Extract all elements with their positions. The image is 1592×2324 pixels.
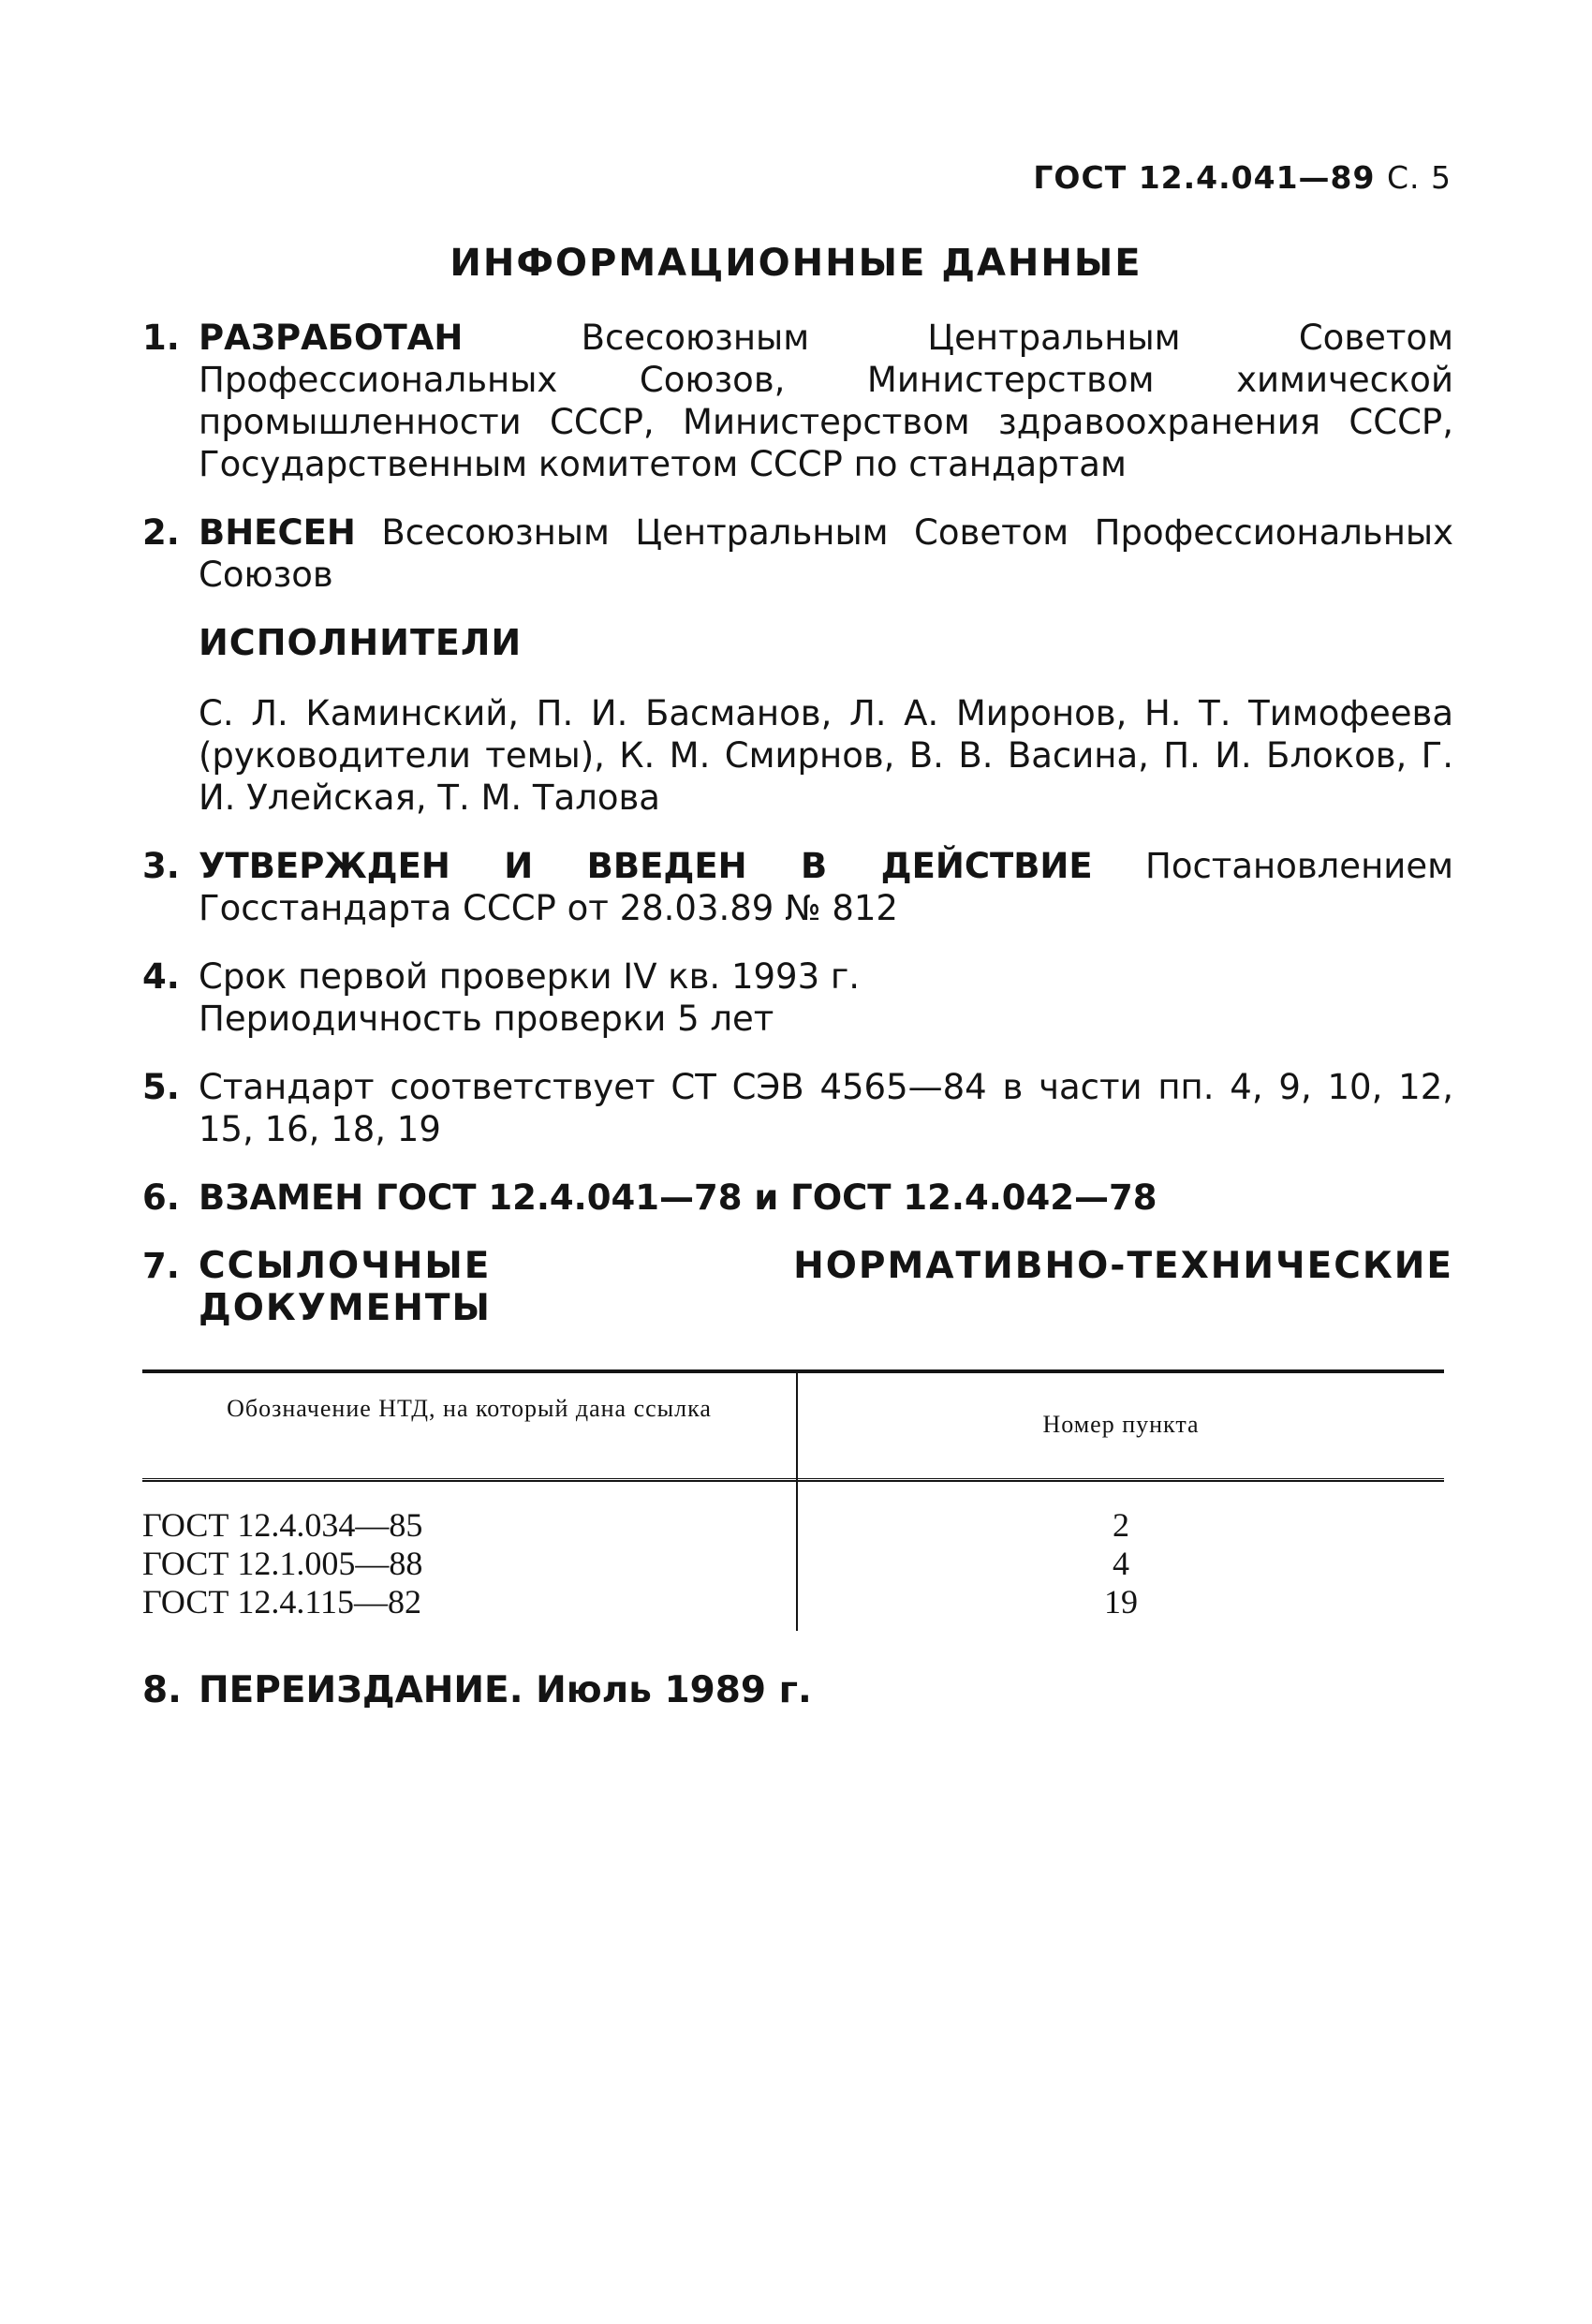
standard-number: ГОСТ 12.4.041—89 xyxy=(1033,159,1376,196)
table-cell-clause: 2 xyxy=(1113,1506,1129,1544)
executors-list: С. Л. Каминский, П. И. Басманов, Л. А. Миронов, Н. Т. Тимофеева (руководители темы), К. М. Смирнов, В. В. Васина, П. И. Блоков, Г. И. Улейская, Т. М. Талова xyxy=(199,693,1453,818)
info-item-4 xyxy=(142,955,1453,1040)
info-item-8 xyxy=(142,1669,812,1711)
info-item-1 xyxy=(142,317,1453,485)
item-number: 6. xyxy=(142,1177,180,1218)
item-text: ССЫЛОЧНЫЕ НОРМАТИВНО-ТЕХНИЧЕСКИЕ ДОКУМЕНТЫ xyxy=(199,1245,1453,1329)
item-number: 5. xyxy=(142,1067,180,1107)
item-line: Срок первой проверки IV кв. 1993 г. xyxy=(199,956,861,997)
item-body: Постановлением Госстандарта СССР от 28.03.89 № 812 xyxy=(199,846,1453,928)
table-row xyxy=(142,1545,1444,1583)
table-top-rule xyxy=(142,1369,1444,1373)
info-item-6 xyxy=(142,1177,1453,1219)
table-cell-document: ГОСТ 12.4.115—82 xyxy=(142,1583,422,1621)
table-header-clause: Номер пункта xyxy=(1042,1411,1200,1438)
info-item-7 xyxy=(142,1245,1453,1329)
item-number: 1. xyxy=(142,318,180,358)
executors-heading: ИСПОЛНИТЕЛИ xyxy=(199,622,523,663)
info-item-5 xyxy=(142,1066,1453,1150)
item-text: ПЕРЕИЗДАНИЕ. Июль 1989 г. xyxy=(199,1669,812,1711)
item-text xyxy=(199,845,1453,929)
item-text xyxy=(199,317,1453,485)
item-number: 2. xyxy=(142,512,180,553)
info-item-3 xyxy=(142,845,1453,929)
item-number: 3. xyxy=(142,846,180,886)
page-title: ИНФОРМАЦИОННЫЕ ДАННЫЕ xyxy=(450,242,1142,285)
item-lead: РАЗРАБОТАН xyxy=(199,318,464,358)
item-number: 8. xyxy=(142,1669,182,1711)
item-body: Всесоюзным Центральным Советом Профессиональных Союзов xyxy=(199,512,1453,595)
item-lead: ВНЕСЕН xyxy=(199,512,356,553)
item-number: 4. xyxy=(142,956,180,997)
page-header xyxy=(1033,159,1452,196)
item-body: Всесоюзным Центральным Советом Профессиональных Союзов, Министерством химической промышленности СССР, Министерством здравоохранения СССР, Государственным комитетом СССР по стандартам xyxy=(199,318,1453,484)
table-cell-document: ГОСТ 12.4.034—85 xyxy=(142,1506,423,1544)
item-number: 7. xyxy=(142,1246,180,1286)
item-lead: УТВЕРЖДЕН И ВВЕДЕН В ДЕЙСТВИЕ xyxy=(199,846,1093,886)
table-header-rule xyxy=(142,1478,1444,1482)
table-row xyxy=(142,1506,1444,1545)
table-cell-clause: 19 xyxy=(1104,1583,1138,1621)
table-row xyxy=(142,1583,1444,1621)
info-item-2 xyxy=(142,511,1453,596)
table-body xyxy=(142,1506,1444,1621)
table-header-document: Обозначение НТД, на который дана ссылка xyxy=(227,1395,712,1422)
item-text xyxy=(199,511,1453,596)
page-number: С. 5 xyxy=(1386,159,1452,196)
item-line: Периодичность проверки 5 лет xyxy=(199,999,774,1039)
info-list xyxy=(142,317,1453,1355)
item-text xyxy=(199,955,1453,1040)
item-text: Стандарт соответствует СТ СЭВ 4565—84 в части пп. 4, 9, 10, 12, 15, 16, 18, 19 xyxy=(199,1067,1453,1149)
table-cell-clause: 4 xyxy=(1113,1545,1129,1582)
table-cell-document: ГОСТ 12.1.005—88 xyxy=(142,1545,423,1582)
item-text: ВЗАМЕН ГОСТ 12.4.041—78 и ГОСТ 12.4.042—78 xyxy=(199,1177,1157,1218)
